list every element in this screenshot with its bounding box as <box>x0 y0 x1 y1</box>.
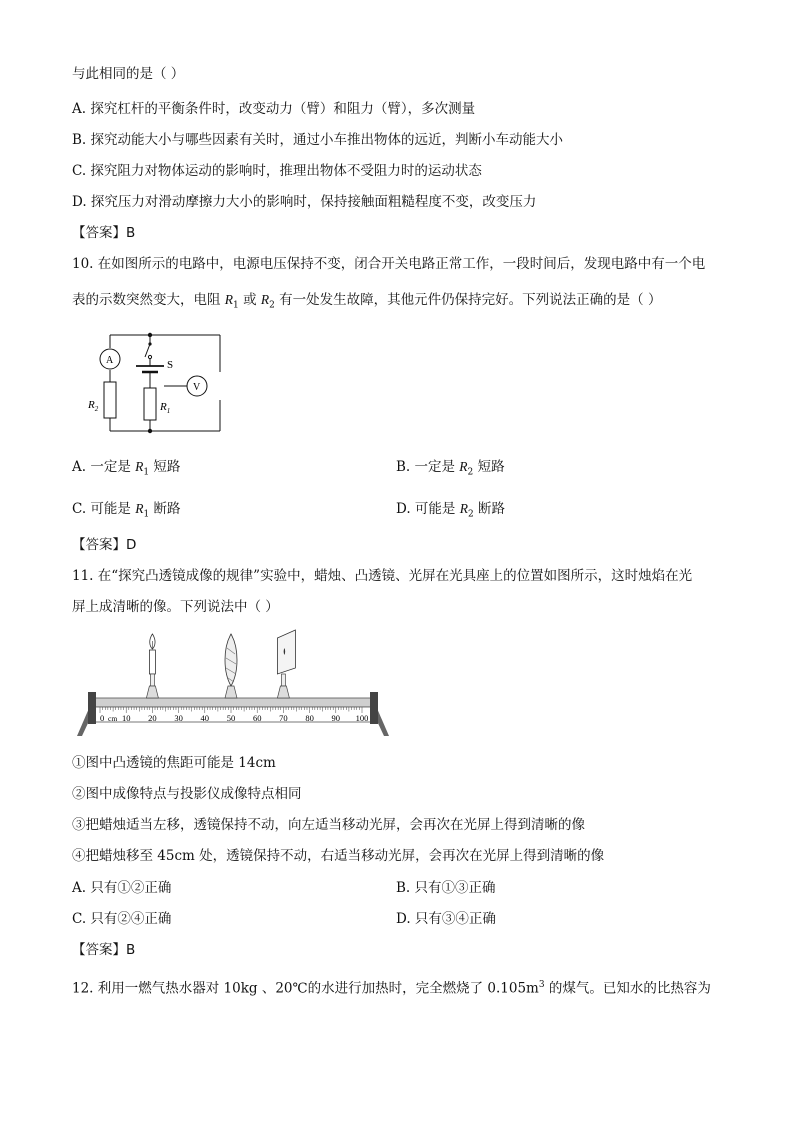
right-end-block <box>370 692 378 724</box>
scale-tick-label: 60 <box>252 713 262 723</box>
q9-option-c: C. 探究阻力对物体运动的影响时，推理出物体不受阻力时的运动状态 <box>72 163 482 179</box>
q11-option-b: B. 只有①③正确 <box>396 880 496 896</box>
scale-tick-label: 70 <box>279 713 288 723</box>
optical-bench-figure <box>72 628 392 740</box>
circuit-diagram <box>70 330 240 440</box>
q10-stem-line2: 表的示数突然变大，电阻 $R_1$ 或 $R_2$ 有一处发生故障，其他元件仍保持完好。下列说法正确的是（ ） <box>72 292 662 311</box>
q11-stem-line2: 屏上成清晰的像。下列说法中（ ） <box>72 599 279 615</box>
q11-statement-2: ②图中成像特点与投影仪成像特点相同 <box>72 786 302 802</box>
q11-stem-line1: 11. 在“探究凸透镜成像的规律”实验中，蜡烛、凸透镜、光屏在光具座上的位置如图所示，这时烛焰在光 <box>72 568 693 584</box>
scale-tick-label: 20 <box>148 713 157 723</box>
scale-tick-label: 80 <box>305 713 314 723</box>
scale-unit-label: cm <box>108 714 118 723</box>
bench-rail <box>92 698 374 707</box>
q11-statement-3: ③把蜡烛适当左移，透镜保持不动，向左适当移动光屏，会再次在光屏上得到清晰的像 <box>72 817 585 833</box>
q11-statement-1: ①图中凸透镜的焦距可能是 14cm <box>72 755 276 771</box>
ammeter-label: A <box>106 355 114 366</box>
scale-tick-label: 90 <box>331 713 341 723</box>
r1-resistor <box>144 388 156 420</box>
light-screen <box>277 630 295 698</box>
left-end-block <box>88 692 96 724</box>
convex-lens <box>225 634 237 698</box>
q9-answer: 【答案】B <box>72 225 136 241</box>
candle <box>146 634 158 698</box>
q9-option-d: D. 探究压力对滑动摩擦力大小的影响时，保持接触面粗糙程度不变，改变压力 <box>72 194 537 210</box>
q10-option-c: C. 可能是 $R_1$ 断路 <box>72 501 181 520</box>
q9-option-a: A. 探究杠杆的平衡条件时，改变动力（臂）和阻力（臂），多次测量 <box>72 101 476 117</box>
q9-option-b: B. 探究动能大小与哪些因素有关时，通过小车推出物体的远近，判断小车动能大小 <box>72 132 564 148</box>
q12-stem: 12. 利用一燃气热水器对 10kg 、20℃的水进行加热时，完全燃烧了 $0.105m^3$ 的煤气。已知水的比热容为 <box>72 980 711 997</box>
q10-option-b: B. 一定是 $R_2$ 短路 <box>396 459 505 478</box>
q11-option-c: C. 只有②④正确 <box>72 911 172 927</box>
q10-option-d: D. 可能是 $R_2$ 断路 <box>396 501 505 520</box>
scale-tick-label: 50 <box>226 713 236 723</box>
q10-answer: 【答案】D <box>72 537 137 553</box>
switch-label: S <box>167 359 174 371</box>
q9-stem-tail: 与此相同的是（ ） <box>72 66 185 82</box>
scale-tick-label: 10 <box>121 713 131 723</box>
voltmeter-label: V <box>193 382 201 393</box>
q10-stem-line1: 10. 在如图所示的电路中，电源电压保持不变，闭合开关电路正常工作，一段时间后，发现电路中有一个电 <box>72 256 706 272</box>
q11-answer: 【答案】B <box>72 942 136 958</box>
q11-option-d: D. 只有③④正确 <box>396 911 496 927</box>
scale-tick-label: 30 <box>174 713 183 723</box>
r1-label: $R_1$ <box>160 401 171 415</box>
scale-tick-label: 100 <box>355 713 369 723</box>
scale-tick-label: 40 <box>200 713 210 723</box>
scale-tick-label: 0 <box>100 713 105 723</box>
q11-statement-4: ④把蜡烛移至 45cm 处，透镜保持不动，右适当移动光屏，会再次在光屏上得到清晰的像 <box>72 848 605 864</box>
q11-option-a: A. 只有①②正确 <box>72 880 172 896</box>
r2-resistor <box>104 382 116 418</box>
r2-label: $R_2$ <box>88 399 99 413</box>
q10-option-a: A. 一定是 $R_1$ 短路 <box>72 459 181 478</box>
